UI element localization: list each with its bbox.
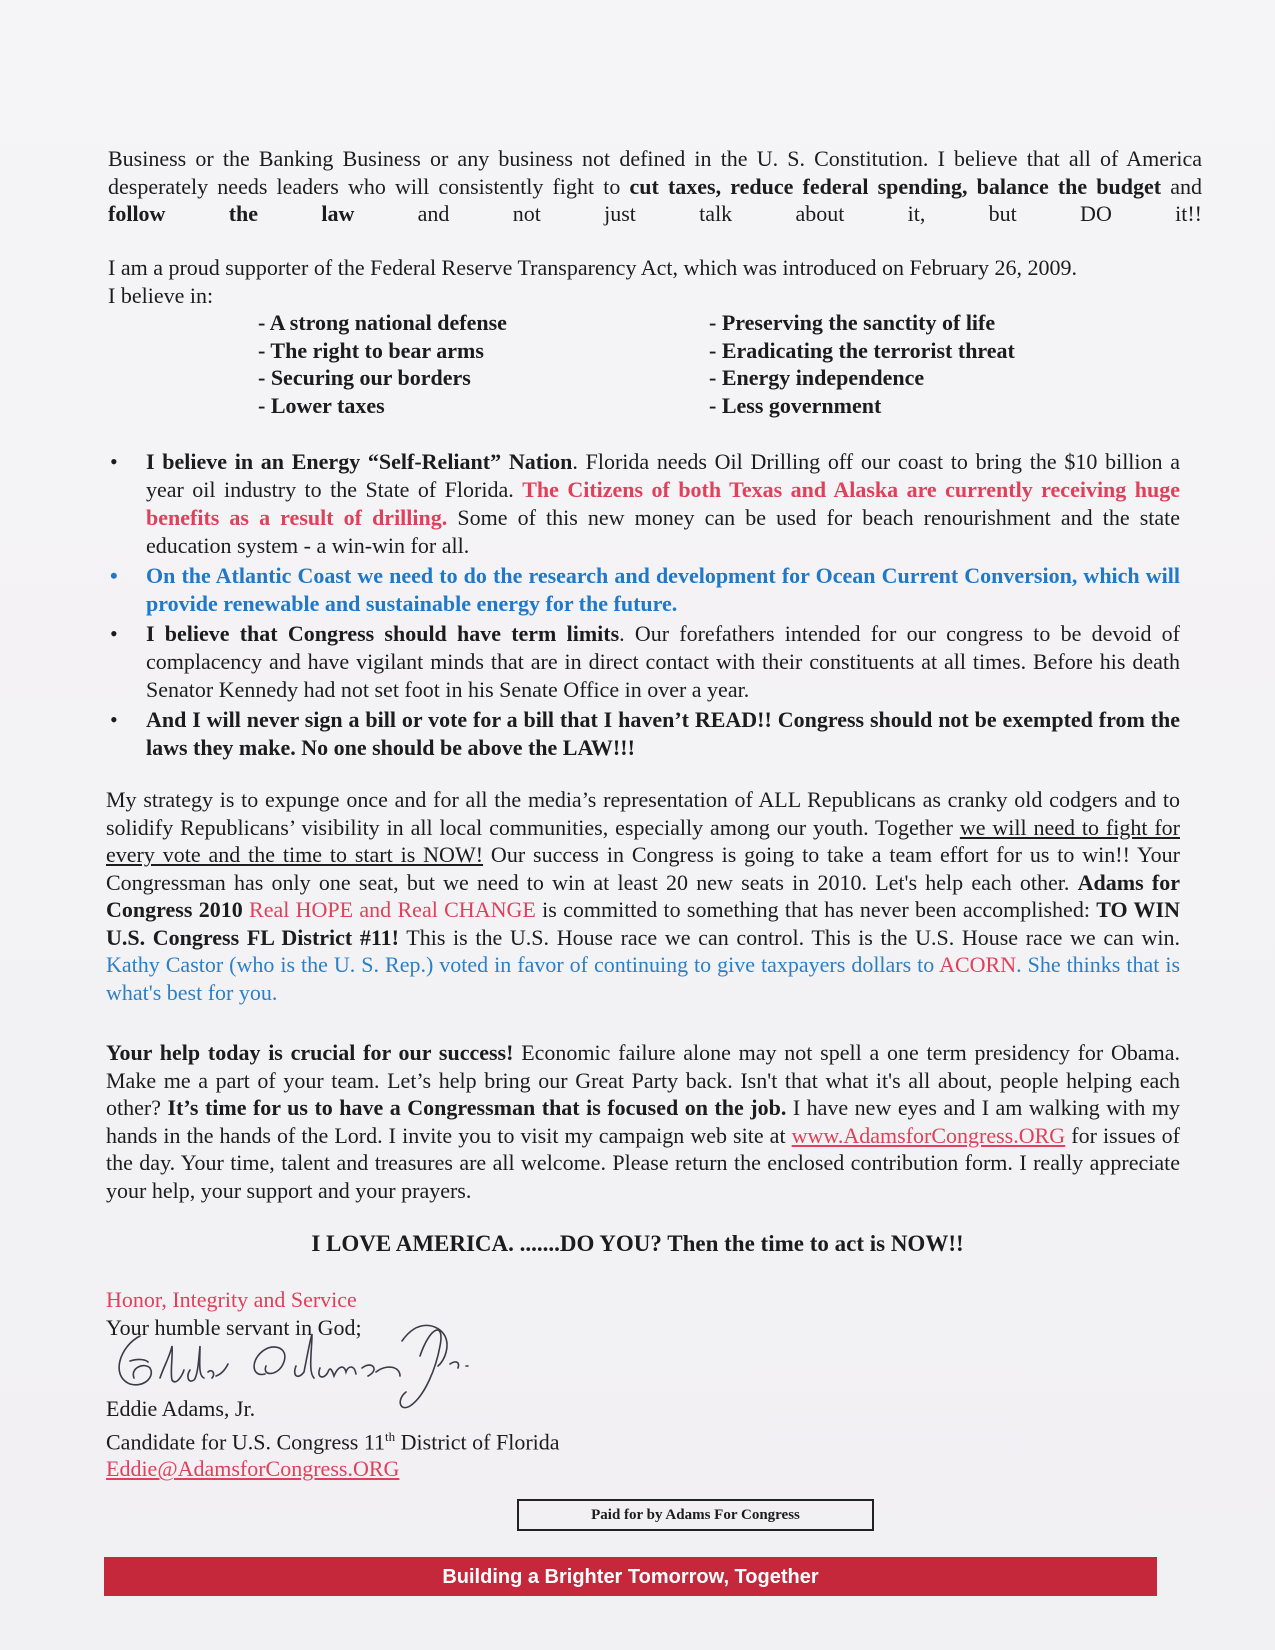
position-bullets	[108, 448, 1180, 762]
intro-paragraph	[108, 145, 1202, 227]
bullet-dot-icon: •	[110, 621, 118, 646]
strategy-campaign-name: Adams for Congress 2010	[106, 869, 1180, 922]
believe-in-line: I believe in:	[108, 282, 214, 308]
bullet-energy-highlight: The Citizens of both Texas and Alaska are currently receiving huge benefits as a result of drilling.	[146, 477, 1180, 530]
bullet-read-text: And I will never sign a bill or vote for a bill that I haven’t READ!! Congress should not be exempted from the laws they make. No one should be above the LAW!!!	[146, 707, 1180, 760]
bullet-ocean	[108, 562, 1180, 618]
belief-item: - Eradicating the terrorist threat	[709, 337, 1015, 363]
bullet-dot-icon: •	[110, 563, 118, 588]
candidate-title	[106, 1423, 560, 1456]
candidate-name: Eddie Adams, Jr.	[106, 1396, 256, 1421]
help-text-2: I have new eyes and I am walking with my hands in the hands of the Lord. I invite you to visit my campaign web site at	[106, 1095, 1181, 1148]
strategy-slogan: Real HOPE and Real CHANGE	[249, 897, 536, 922]
closing-line: I LOVE AMERICA. .......DO YOU? Then the time to act is NOW!!	[311, 1231, 964, 1256]
candidate-title-district: District of Florida	[395, 1428, 560, 1454]
bullet-energy-text: . Florida needs Oil Drilling off our coast to bring the $10 billion a year oil industry to the State of Florida.	[146, 449, 1181, 502]
candidate-info	[106, 1395, 560, 1483]
bullet-dot-icon: •	[110, 707, 118, 732]
help-text-3: for issues of the day. Your time, talent and treasures are all welcome. Please return the enclosed contribution form. I really appreciate your help, your support and your prayers.	[106, 1122, 1180, 1203]
bullet-dot-icon: •	[110, 449, 118, 474]
belief-item: - Securing our borders	[258, 365, 471, 390]
bullet-ocean-text: On the Atlantic Coast we need to do the research and development for Ocean Current Conversion, which will provide renewable and sustainable energy for the future.	[146, 563, 1180, 616]
help-heading: Your help today is crucial for our success!	[106, 1040, 514, 1065]
candidate-title-text: Candidate for U.S. Congress 11	[106, 1428, 386, 1454]
intro-text-tail: and not just talk about it, but DO it!!	[354, 201, 1202, 226]
beliefs-left-column	[258, 309, 507, 419]
help-paragraph	[106, 1039, 1180, 1204]
bullet-read-bills	[108, 706, 1180, 762]
paid-for-disclaimer: Paid for by Adams For Congress	[517, 1499, 874, 1531]
intro-text: Business or the Banking Business or any business not defined in the U. S. Constitution. I believe that all of America desperately needs leaders who will consistently fight to	[108, 146, 1202, 199]
bullet-term-text: . Our forefathers intended for our congress to be devoid of complacency and have vigilant minds that are in direct contact with their constituents at all times. Before his death Senator Kennedy had not set foot in his Senate Office in over a year.	[146, 621, 1181, 702]
strategy-castor-tail: . She thinks that is what's best for you.	[106, 952, 1181, 1005]
bullet-term-heading: I believe that Congress should have term limits	[146, 621, 620, 646]
belief-item: - A strong national defense	[258, 310, 507, 335]
strategy-text-4: This is the U.S. House race we can control. This is the U.S. House race we can win.	[399, 924, 1181, 950]
website-link[interactable]: www.AdamsforCongress.ORG	[791, 1122, 1066, 1148]
strategy-text-3: is committed to something that has never been accomplished:	[535, 897, 1097, 922]
bullet-energy-heading: I believe in an Energy “Self-Reliant” Nation	[146, 449, 573, 474]
belief-item: - Preserving the sanctity of life	[709, 310, 996, 335]
strategy-goal: TO WIN U.S. Congress FL District #11!	[106, 897, 1181, 950]
bullet-energy	[108, 448, 1180, 560]
intro-bold-fiscal: cut taxes, reduce federal spending, balance the budget	[629, 173, 1162, 199]
candidate-email-link[interactable]: Eddie@AdamsforCongress.ORG	[106, 1456, 400, 1482]
signature-motto: Honor, Integrity and Service	[106, 1287, 357, 1312]
belief-item: - The right to bear arms	[258, 337, 484, 363]
help-bold-focus: It’s time for us to have a Congressman that is focused on the job.	[167, 1095, 787, 1120]
strategy-text: My strategy is to expunge once and for all the media’s representation of ALL Republicans as cranky old codgers and to solidify Republicans’ visibility in all local communities, especially among our youth. Together	[106, 787, 1180, 840]
bullet-term-limits	[108, 620, 1180, 704]
strategy-castor-text: Kathy Castor (who is the U. S. Rep.) voted in favor of continuing to give taxpayers dollars to	[106, 952, 940, 977]
bullet-energy-tail: Some of this new money can be used for beach renourishment and the state education system - a win-win for all.	[146, 505, 1181, 558]
beliefs-right-column	[709, 309, 1015, 419]
transparency-paragraph	[108, 254, 1208, 309]
candidate-title-sup: th	[385, 1428, 396, 1444]
intro-text-and: and	[1161, 173, 1202, 199]
help-text: Economic failure alone may not spell a one term presidency for Obama. Make me a part of your team. Let’s help bring our Great Party back. Isn't that what it's all about, people helping each other?	[106, 1040, 1180, 1120]
strategy-underlined: we will need to fight for every vote and the time to start is NOW!	[106, 814, 1180, 867]
footer-banner: Building a Brighter Tomorrow, Together	[104, 1557, 1157, 1596]
belief-item: - Energy independence	[709, 365, 925, 390]
strategy-paragraph	[106, 786, 1180, 1006]
signature-valediction: Your humble servant in God;	[106, 1314, 362, 1340]
strategy-text-2: Our success in Congress is going to take a team effort for us to win!! Your Congressman has only one seat, but we need to win at least 20 new seats in 2010. Let's help each other.	[106, 842, 1180, 895]
belief-item: - Less government	[709, 392, 882, 418]
belief-item: - Lower taxes	[258, 392, 385, 418]
intro-bold-law: follow the law	[108, 201, 355, 226]
strategy-acorn: ACORN	[939, 952, 1017, 977]
transparency-line: I am a proud supporter of the Federal Reserve Transparency Act, which was introduced on February 26, 2009.	[108, 255, 1077, 280]
